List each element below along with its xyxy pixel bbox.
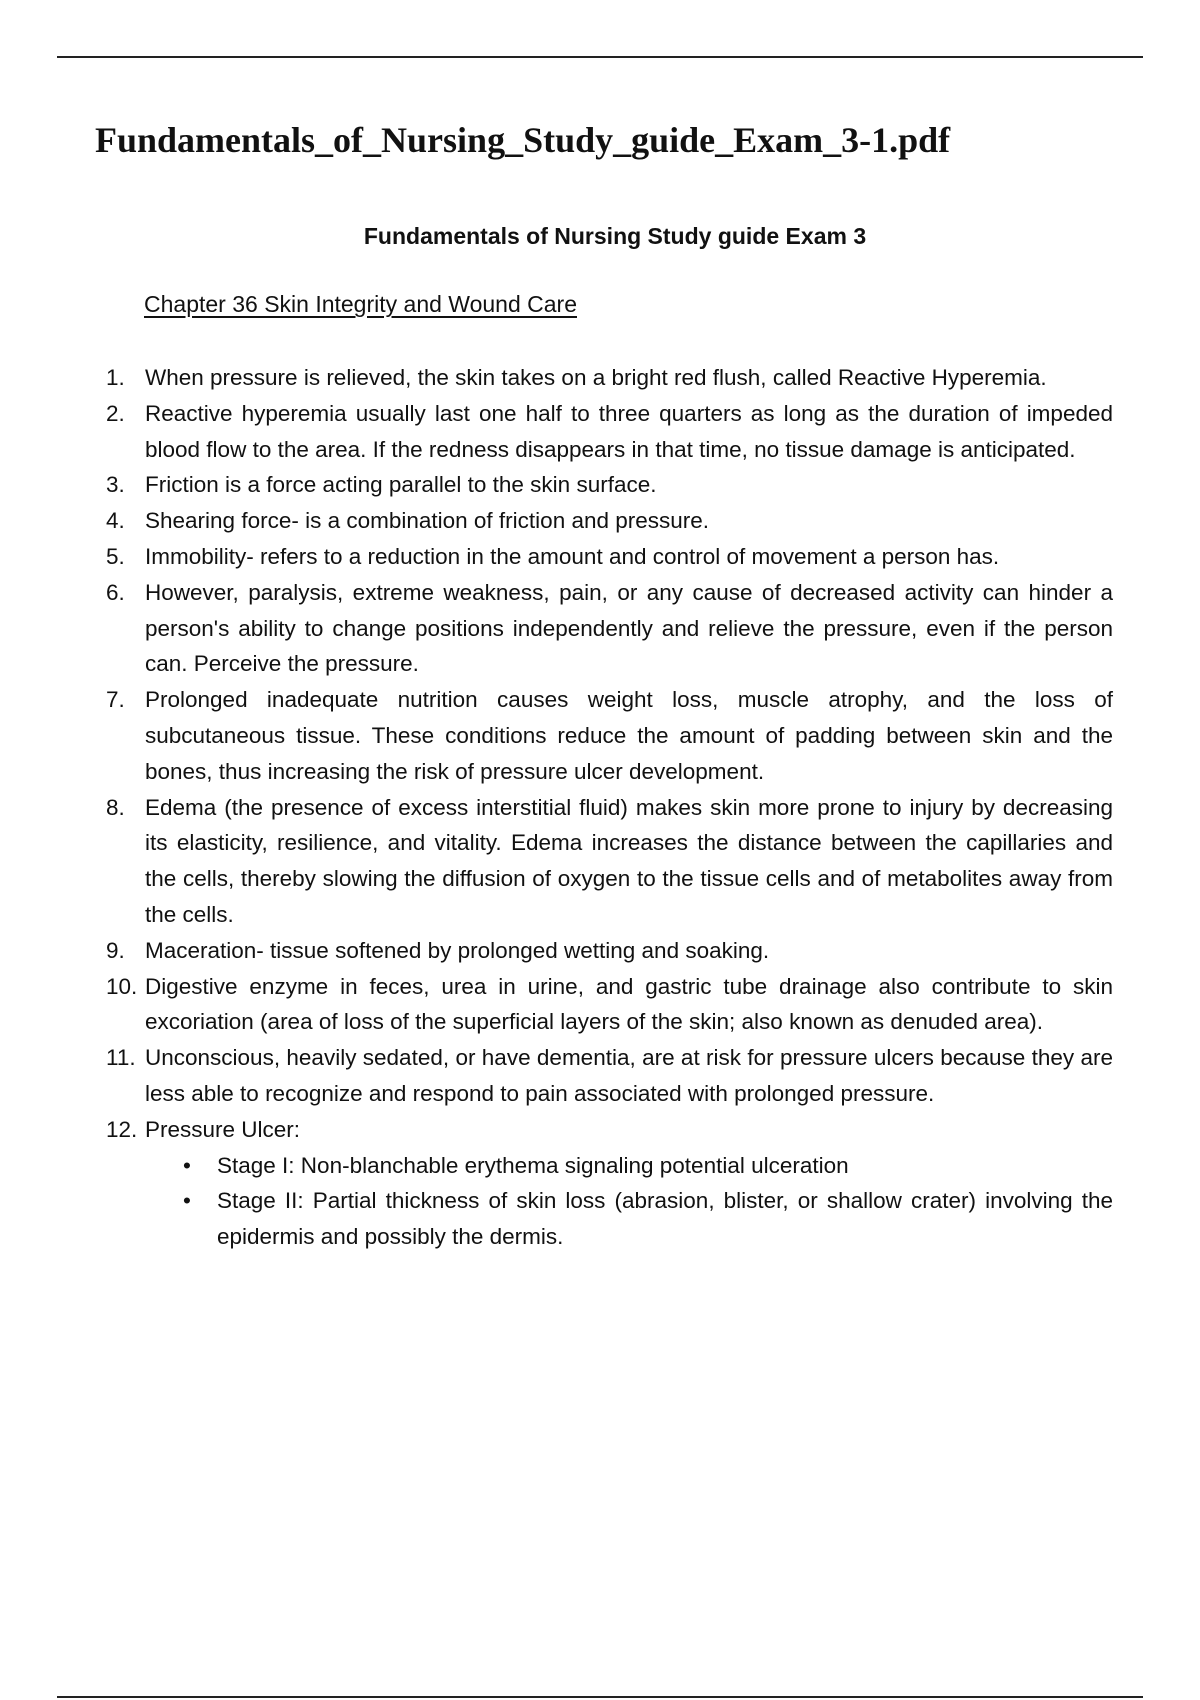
list-item	[0, 360, 1113, 396]
item-number: 10.	[106, 973, 138, 999]
item-number: 2.	[106, 400, 125, 426]
list-item	[0, 933, 1113, 969]
document-heading: Fundamentals of Nursing Study guide Exam 3	[363, 223, 867, 249]
stage-item	[145, 1183, 1113, 1255]
chapter-heading: Chapter 36 Skin Integrity and Wound Care	[144, 291, 577, 317]
item-text: Shearing force- is a combination of friction and pressure.	[145, 508, 710, 534]
item-number: 1.	[106, 365, 125, 390]
stage-item	[145, 1148, 1113, 1184]
item-number: 7.	[106, 687, 125, 713]
item-number: 8.	[106, 794, 125, 820]
item-text: Immobility- refers to a reduction in the amount and control of movement a person has.	[145, 543, 1000, 569]
item-text: Pressure Ulcer:	[145, 1116, 301, 1142]
item-number: 5.	[106, 543, 125, 569]
item-text: Friction is a force acting parallel to the skin surface.	[145, 472, 657, 498]
bottom-rule	[57, 1696, 1143, 1698]
item-text: When pressure is relieved, the skin takes on a bright red flush, called Reactive Hyperemia.	[145, 365, 1047, 390]
top-rule	[57, 56, 1143, 58]
study-notes-list	[0, 360, 1200, 1255]
list-item	[0, 790, 1113, 933]
item-number: 4.	[106, 508, 125, 534]
list-item	[0, 969, 1113, 1041]
list-item	[0, 396, 1113, 468]
item-number: 9.	[106, 937, 125, 963]
item-text: Maceration- tissue softened by prolonged wetting and soaking.	[145, 937, 770, 963]
item-text: Digestive enzyme in feces, urea in urine, and gastric tube drainage also contribute to skin excoriation (area of loss of the superficial layers of the skin; also known as denuded area).	[145, 973, 1113, 1035]
bullet-icon: •	[183, 1188, 191, 1214]
file-title: Fundamentals_of_Nursing_Study_guide_Exam_3-1.pdf	[95, 120, 951, 160]
list-item	[0, 1112, 1113, 1255]
item-number: 3.	[106, 472, 125, 498]
item-text: However, paralysis, extreme weakness, pain, or any cause of decreased activity can hinder a person's ability to change positions independently and relieve the pressure, even if the person can. Perceive the pressure.	[145, 579, 1113, 677]
bullet-icon: •	[183, 1152, 191, 1178]
list-item	[0, 503, 1113, 539]
item-text: Edema (the presence of excess interstitial fluid) makes skin more prone to injury by decreasing its elasticity, resilience, and vitality. Edema increases the distance between the capillaries and the cells, thereby slowing the diffusion of oxygen to the tissue cells and of metabolites away from the cells.	[145, 794, 1113, 927]
item-number: 6.	[106, 579, 125, 605]
list-item	[0, 1040, 1113, 1112]
stage-text: Stage II: Partial thickness of skin loss (abrasion, blister, or shallow crater) involving the epidermis and possibly the dermis.	[217, 1188, 1113, 1250]
list-item	[0, 575, 1113, 682]
item-number: 11.	[106, 1045, 136, 1071]
item-text: Prolonged inadequate nutrition causes weight loss, muscle atrophy, and the loss of subcutaneous tissue. These conditions reduce the amount of padding between skin and the bones, thus increasing the risk of pressure ulcer development.	[145, 687, 1113, 784]
item-number: 12.	[106, 1116, 138, 1142]
pressure-ulcer-stages	[145, 1148, 1113, 1255]
item-text: Reactive hyperemia usually last one half to three quarters as long as the duration of impeded blood flow to the area. If the redness disappears in that time, no tissue damage is anticipated.	[145, 400, 1113, 462]
item-text: Unconscious, heavily sedated, or have dementia, are at risk for pressure ulcers because they are less able to recognize and respond to pain associated with prolonged pressure.	[145, 1045, 1113, 1106]
stage-text: Stage I: Non-blanchable erythema signaling potential ulceration	[217, 1152, 849, 1178]
list-item	[0, 467, 1113, 503]
list-item	[0, 539, 1113, 575]
list-item	[0, 682, 1113, 789]
